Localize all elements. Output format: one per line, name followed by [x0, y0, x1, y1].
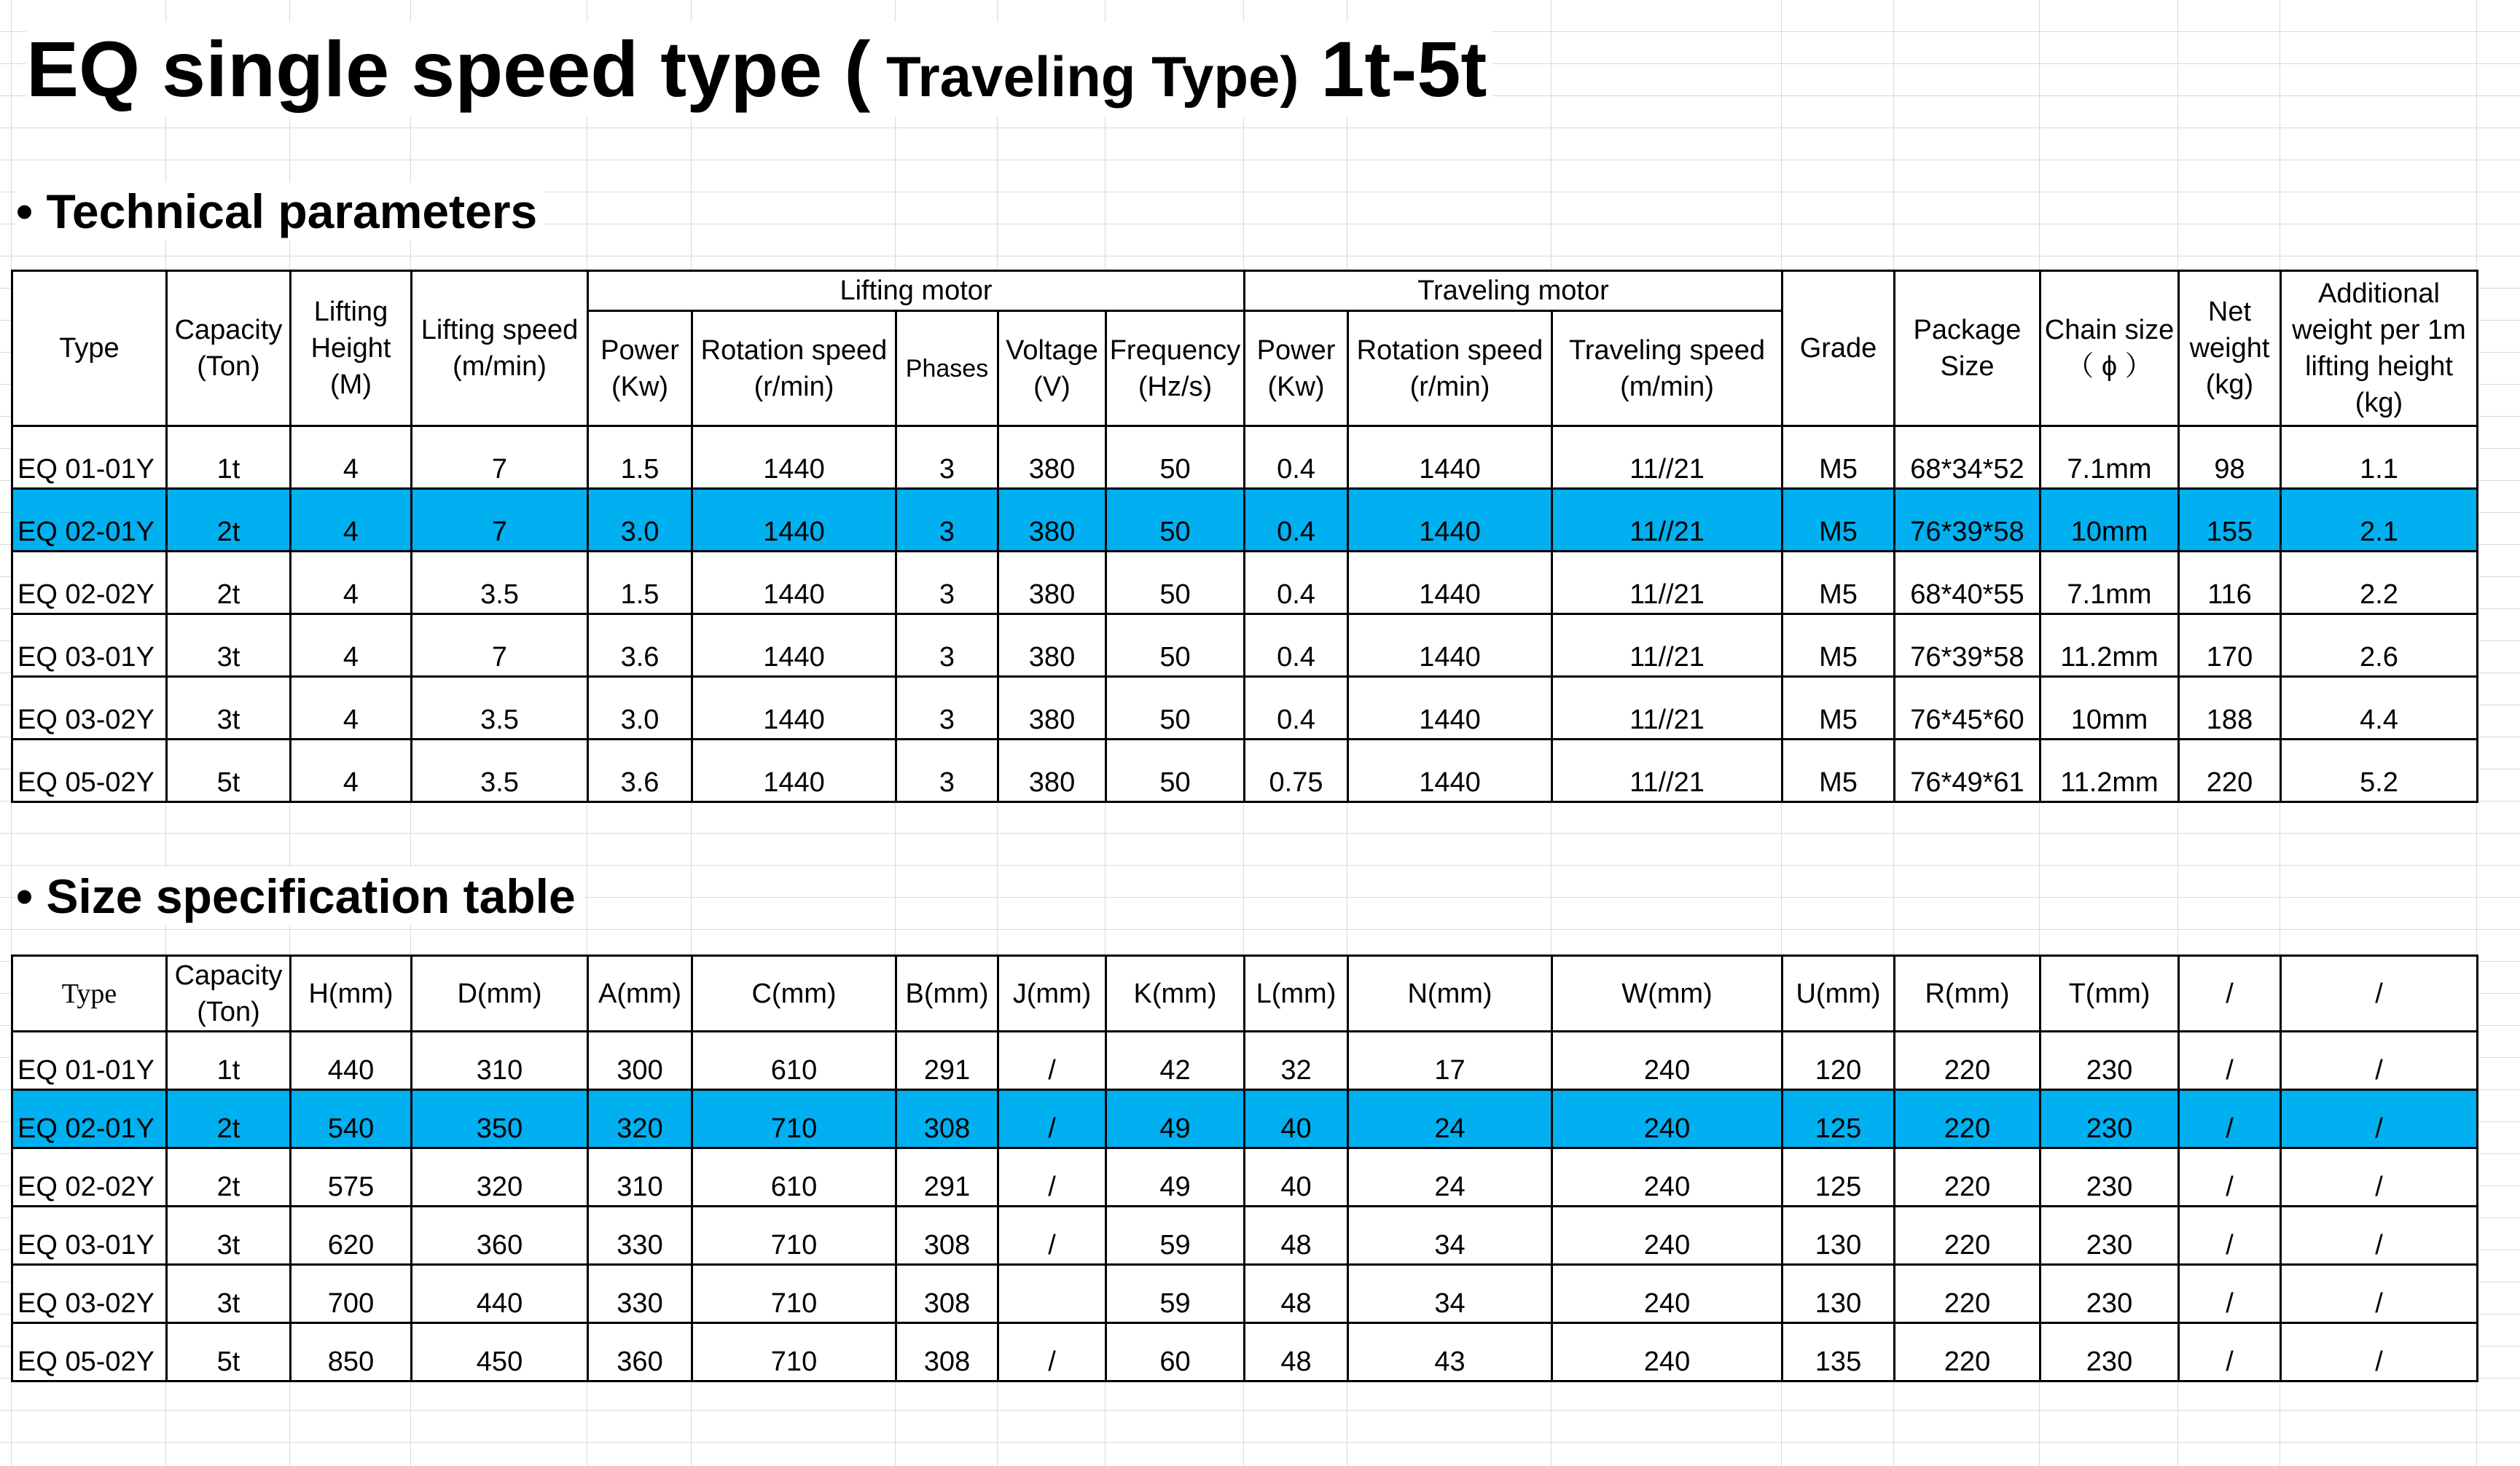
table-cell: 240: [1552, 1148, 1783, 1207]
table-cell: /: [998, 1207, 1106, 1265]
table-cell: 0.4: [1245, 677, 1348, 740]
th-add-weight: Additional weight per 1m lifting height (kg): [2281, 271, 2478, 426]
table-cell: 2t: [167, 1090, 291, 1148]
table-cell: 220: [1895, 1207, 2040, 1265]
table-cell: 125: [1783, 1148, 1895, 1207]
table-cell: 98: [2179, 426, 2281, 489]
table-cell: 50: [1106, 740, 1245, 802]
size-header-cell: H(mm): [291, 956, 412, 1032]
table-cell: /: [2179, 1207, 2281, 1265]
table-cell: /: [2281, 1207, 2478, 1265]
table-row: [12, 740, 2478, 802]
table-cell: 1440: [692, 552, 896, 614]
table-cell: 330: [588, 1207, 692, 1265]
table-cell: 308: [896, 1323, 998, 1381]
size-header-cell: K(mm): [1106, 956, 1245, 1032]
table-cell: 50: [1106, 552, 1245, 614]
table-cell: EQ 05-02Y: [12, 1323, 167, 1381]
th-lm-voltage: Voltage (V): [998, 311, 1106, 426]
table-cell: 7.1mm: [2040, 426, 2179, 489]
table-cell: 116: [2179, 552, 2281, 614]
table-cell: 440: [412, 1265, 588, 1323]
table-cell: 2.1: [2281, 489, 2478, 552]
size-header-cell: /: [2179, 956, 2281, 1032]
size-header-cell: N(mm): [1348, 956, 1552, 1032]
th-grade: Grade: [1783, 271, 1895, 426]
table-cell: 7: [412, 426, 588, 489]
table-cell: 10mm: [2040, 489, 2179, 552]
table-cell: 240: [1552, 1032, 1783, 1090]
title-capacity: 1t-5t: [1299, 25, 1487, 113]
tech-heading: • Technical parameters: [16, 182, 544, 240]
table-cell: 3.5: [412, 677, 588, 740]
table-cell: 24: [1348, 1148, 1552, 1207]
table-cell: EQ 03-02Y: [12, 677, 167, 740]
th-package: Package Size: [1895, 271, 2040, 426]
table-cell: 3: [896, 677, 998, 740]
table-cell: 310: [412, 1032, 588, 1090]
size-header-cell: U(mm): [1783, 956, 1895, 1032]
table-cell: 68*40*55: [1895, 552, 2040, 614]
table-cell: 291: [896, 1148, 998, 1207]
table-cell: 4: [291, 426, 412, 489]
size-header-cell: C(mm): [692, 956, 896, 1032]
table-cell: 3t: [167, 1207, 291, 1265]
table-cell: 5t: [167, 1323, 291, 1381]
table-cell: 3: [896, 426, 998, 489]
th-tm-power: Power (Kw): [1245, 311, 1348, 426]
table-cell: 0.4: [1245, 552, 1348, 614]
table-cell: 1440: [1348, 552, 1552, 614]
table-cell: M5: [1783, 489, 1895, 552]
page-title: [26, 22, 1492, 117]
table-cell: 76*45*60: [1895, 677, 2040, 740]
table-cell: /: [998, 1032, 1106, 1090]
size-header-cell: B(mm): [896, 956, 998, 1032]
size-header-cell: J(mm): [998, 956, 1106, 1032]
th-lm-phases: Phases: [896, 311, 998, 426]
table-cell: 230: [2040, 1090, 2179, 1148]
table-cell: 5t: [167, 740, 291, 802]
size-heading: • Size specification table: [16, 867, 583, 925]
table-row: [12, 1323, 2478, 1381]
table-cell: 710: [692, 1323, 896, 1381]
table-cell: 850: [291, 1323, 412, 1381]
table-cell: 3: [896, 552, 998, 614]
table-cell: 380: [998, 552, 1106, 614]
table-cell: /: [2179, 1090, 2281, 1148]
table-cell: 3t: [167, 614, 291, 677]
table-cell: 220: [1895, 1148, 2040, 1207]
table-row: [12, 1207, 2478, 1265]
table-cell: EQ 02-01Y: [12, 1090, 167, 1148]
table-cell: 4: [291, 489, 412, 552]
table-cell: /: [998, 1090, 1106, 1148]
table-cell: 380: [998, 489, 1106, 552]
size-header-cell: T(mm): [2040, 956, 2179, 1032]
table-cell: 3.6: [588, 740, 692, 802]
table-cell: 620: [291, 1207, 412, 1265]
th-chain: Chain size （ ϕ ）: [2040, 271, 2179, 426]
th-type: Type: [12, 271, 167, 426]
table-cell: 10mm: [2040, 677, 2179, 740]
table-cell: 440: [291, 1032, 412, 1090]
table-cell: 380: [998, 614, 1106, 677]
table-cell: M5: [1783, 677, 1895, 740]
th-tm-rotation: Rotation speed (r/min): [1348, 311, 1552, 426]
table-cell: 130: [1783, 1265, 1895, 1323]
table-cell: /: [2281, 1323, 2478, 1381]
table-cell: 380: [998, 426, 1106, 489]
th-group-traveling-motor: Traveling motor: [1245, 271, 1783, 311]
th-lift-height: Lifting Height (M): [291, 271, 412, 426]
table-cell: EQ 03-02Y: [12, 1265, 167, 1323]
table-cell: 610: [692, 1148, 896, 1207]
table-cell: 11//21: [1552, 740, 1783, 802]
table-cell: 0.4: [1245, 489, 1348, 552]
table-cell: 11.2mm: [2040, 614, 2179, 677]
table-cell: 3: [896, 489, 998, 552]
table-cell: 1440: [692, 614, 896, 677]
table-cell: 350: [412, 1090, 588, 1148]
table-cell: 5.2: [2281, 740, 2478, 802]
table-row: [12, 677, 2478, 740]
table-cell: M5: [1783, 614, 1895, 677]
table-cell: 59: [1106, 1265, 1245, 1323]
table-row: [12, 614, 2478, 677]
table-cell: 135: [1783, 1323, 1895, 1381]
table-cell: 34: [1348, 1207, 1552, 1265]
table-cell: 32: [1245, 1032, 1348, 1090]
th-tm-speed: Traveling speed (m/min): [1552, 311, 1783, 426]
table-cell: 230: [2040, 1265, 2179, 1323]
table-cell: EQ 05-02Y: [12, 740, 167, 802]
size-header-cell: R(mm): [1895, 956, 2040, 1032]
table-cell: 3.0: [588, 677, 692, 740]
table-cell: /: [2281, 1090, 2478, 1148]
table-cell: 3.5: [412, 740, 588, 802]
table-cell: /: [2281, 1148, 2478, 1207]
table-cell: 11//21: [1552, 552, 1783, 614]
table-cell: 3.0: [588, 489, 692, 552]
size-header-cell: Type: [12, 956, 167, 1032]
table-cell: 40: [1245, 1148, 1348, 1207]
table-cell: 50: [1106, 677, 1245, 740]
table-cell: 360: [588, 1323, 692, 1381]
table-cell: 125: [1783, 1090, 1895, 1148]
table-cell: 34: [1348, 1265, 1552, 1323]
table-cell: 710: [692, 1265, 896, 1323]
table-cell: 380: [998, 677, 1106, 740]
table-cell: 220: [1895, 1090, 2040, 1148]
table-cell: 575: [291, 1148, 412, 1207]
table-cell: 310: [588, 1148, 692, 1207]
table-cell: [998, 1265, 1106, 1323]
table-cell: 291: [896, 1032, 998, 1090]
table-cell: 308: [896, 1265, 998, 1323]
table-cell: EQ 02-02Y: [12, 552, 167, 614]
table-cell: 300: [588, 1032, 692, 1090]
table-cell: 4: [291, 740, 412, 802]
table-cell: 2t: [167, 1148, 291, 1207]
table-cell: 3.5: [412, 552, 588, 614]
tech-table: [11, 270, 2478, 803]
table-cell: 2t: [167, 552, 291, 614]
table-cell: 7.1mm: [2040, 552, 2179, 614]
table-cell: EQ 03-01Y: [12, 1207, 167, 1265]
table-cell: 188: [2179, 677, 2281, 740]
table-cell: 220: [1895, 1265, 2040, 1323]
table-cell: 1440: [1348, 426, 1552, 489]
table-cell: /: [2179, 1323, 2281, 1381]
table-cell: 320: [412, 1148, 588, 1207]
table-cell: 49: [1106, 1148, 1245, 1207]
table-cell: 11//21: [1552, 614, 1783, 677]
table-cell: 11//21: [1552, 489, 1783, 552]
table-cell: 230: [2040, 1323, 2179, 1381]
table-cell: 380: [998, 740, 1106, 802]
th-net-weight: Net weight (kg): [2179, 271, 2281, 426]
table-cell: 42: [1106, 1032, 1245, 1090]
table-cell: 230: [2040, 1032, 2179, 1090]
table-cell: 1440: [692, 740, 896, 802]
table-cell: 49: [1106, 1090, 1245, 1148]
table-cell: 4: [291, 614, 412, 677]
table-cell: 43: [1348, 1323, 1552, 1381]
table-cell: 710: [692, 1207, 896, 1265]
size-header-cell: W(mm): [1552, 956, 1783, 1032]
table-cell: 11.2mm: [2040, 740, 2179, 802]
table-cell: 4: [291, 552, 412, 614]
table-cell: 1.1: [2281, 426, 2478, 489]
table-cell: EQ 01-01Y: [12, 1032, 167, 1090]
table-cell: 59: [1106, 1207, 1245, 1265]
table-cell: 308: [896, 1090, 998, 1148]
table-cell: 1440: [692, 489, 896, 552]
table-cell: 50: [1106, 489, 1245, 552]
table-cell: 240: [1552, 1090, 1783, 1148]
table-cell: 120: [1783, 1032, 1895, 1090]
table-row: [12, 1265, 2478, 1323]
size-header-cell: Capacity (Ton): [167, 956, 291, 1032]
table-cell: EQ 03-01Y: [12, 614, 167, 677]
size-header-cell: D(mm): [412, 956, 588, 1032]
table-cell: 76*39*58: [1895, 614, 2040, 677]
table-cell: 360: [412, 1207, 588, 1265]
table-cell: 220: [2179, 740, 2281, 802]
size-header-cell: /: [2281, 956, 2478, 1032]
table-row: [12, 489, 2478, 552]
table-cell: /: [998, 1148, 1106, 1207]
th-lift-speed: Lifting speed (m/min): [412, 271, 588, 426]
table-cell: 1440: [1348, 614, 1552, 677]
table-cell: /: [2179, 1032, 2281, 1090]
table-cell: 1t: [167, 1032, 291, 1090]
table-cell: 450: [412, 1323, 588, 1381]
table-cell: 1440: [1348, 740, 1552, 802]
table-cell: 60: [1106, 1323, 1245, 1381]
table-cell: 0.4: [1245, 426, 1348, 489]
table-cell: M5: [1783, 426, 1895, 489]
th-lm-frequency: Frequency (Hz/s): [1106, 311, 1245, 426]
th-lm-power: Power (Kw): [588, 311, 692, 426]
table-cell: 50: [1106, 614, 1245, 677]
title-sub: Traveling Type): [870, 44, 1299, 109]
table-cell: 2t: [167, 489, 291, 552]
table-cell: 320: [588, 1090, 692, 1148]
table-cell: 3t: [167, 677, 291, 740]
table-cell: 48: [1245, 1265, 1348, 1323]
table-cell: 1440: [692, 677, 896, 740]
table-cell: 17: [1348, 1032, 1552, 1090]
table-cell: 230: [2040, 1148, 2179, 1207]
table-cell: 170: [2179, 614, 2281, 677]
table-cell: 1440: [1348, 677, 1552, 740]
table-cell: 1440: [1348, 489, 1552, 552]
table-cell: 308: [896, 1207, 998, 1265]
table-row: [12, 1032, 2478, 1090]
table-cell: 540: [291, 1090, 412, 1148]
table-cell: 1.5: [588, 552, 692, 614]
table-cell: 240: [1552, 1323, 1783, 1381]
table-cell: M5: [1783, 740, 1895, 802]
table-cell: 710: [692, 1090, 896, 1148]
table-cell: 330: [588, 1265, 692, 1323]
th-lm-rotation: Rotation speed (r/min): [692, 311, 896, 426]
table-cell: 7: [412, 614, 588, 677]
table-cell: 76*39*58: [1895, 489, 2040, 552]
table-row: [12, 1148, 2478, 1207]
table-cell: 2.6: [2281, 614, 2478, 677]
table-cell: 4: [291, 677, 412, 740]
table-cell: 11//21: [1552, 426, 1783, 489]
table-cell: 7: [412, 489, 588, 552]
table-cell: 610: [692, 1032, 896, 1090]
table-cell: 0.4: [1245, 614, 1348, 677]
table-cell: 76*49*61: [1895, 740, 2040, 802]
table-cell: 700: [291, 1265, 412, 1323]
table-cell: 1440: [692, 426, 896, 489]
title-main: EQ single speed type (: [26, 25, 871, 113]
table-cell: 1t: [167, 426, 291, 489]
table-cell: 130: [1783, 1207, 1895, 1265]
table-cell: 1.5: [588, 426, 692, 489]
table-cell: 220: [1895, 1323, 2040, 1381]
table-cell: 3: [896, 614, 998, 677]
table-cell: 24: [1348, 1090, 1552, 1148]
table-cell: 240: [1552, 1207, 1783, 1265]
table-cell: /: [2179, 1148, 2281, 1207]
th-capacity: Capacity (Ton): [167, 271, 291, 426]
table-cell: 3t: [167, 1265, 291, 1323]
table-cell: 230: [2040, 1207, 2179, 1265]
table-cell: 40: [1245, 1090, 1348, 1148]
table-row: [12, 426, 2478, 489]
table-row: [12, 552, 2478, 614]
table-cell: 3: [896, 740, 998, 802]
table-cell: 4.4: [2281, 677, 2478, 740]
table-cell: 240: [1552, 1265, 1783, 1323]
table-row: [12, 1090, 2478, 1148]
table-cell: 48: [1245, 1207, 1348, 1265]
size-table: [11, 955, 2478, 1382]
size-header-cell: A(mm): [588, 956, 692, 1032]
th-group-lifting-motor: Lifting motor: [588, 271, 1245, 311]
table-cell: /: [2281, 1032, 2478, 1090]
table-cell: EQ 01-01Y: [12, 426, 167, 489]
table-cell: 2.2: [2281, 552, 2478, 614]
table-cell: /: [998, 1323, 1106, 1381]
table-cell: 50: [1106, 426, 1245, 489]
table-cell: /: [2281, 1265, 2478, 1323]
table-cell: M5: [1783, 552, 1895, 614]
size-header-cell: L(mm): [1245, 956, 1348, 1032]
table-cell: 68*34*52: [1895, 426, 2040, 489]
table-cell: 220: [1895, 1032, 2040, 1090]
table-cell: 3.6: [588, 614, 692, 677]
table-cell: EQ 02-01Y: [12, 489, 167, 552]
table-cell: EQ 02-02Y: [12, 1148, 167, 1207]
table-cell: 48: [1245, 1323, 1348, 1381]
table-cell: /: [2179, 1265, 2281, 1323]
table-cell: 155: [2179, 489, 2281, 552]
table-cell: 11//21: [1552, 677, 1783, 740]
table-cell: 0.75: [1245, 740, 1348, 802]
